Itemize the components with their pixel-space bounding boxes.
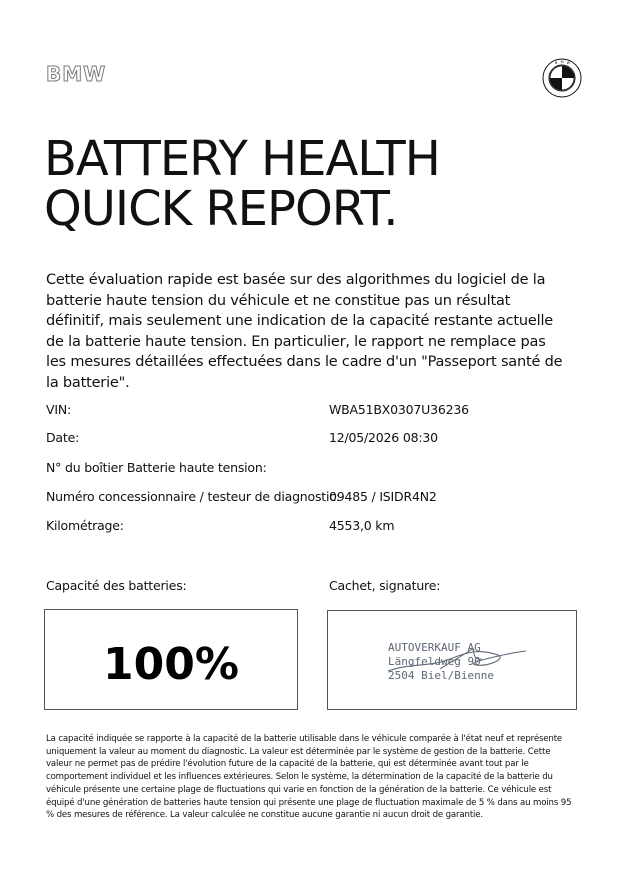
vin-value: WBA51BX0307U36236 — [329, 402, 469, 417]
svg-text:W: W — [566, 61, 571, 66]
svg-text:M: M — [560, 60, 564, 65]
date-value: 12/05/2026 08:30 — [329, 430, 438, 445]
bmw-roundel-icon — [542, 58, 582, 98]
report-title-line-2: QUICK REPORT. — [44, 181, 398, 237]
dealer-row — [46, 489, 586, 509]
capacity-box — [44, 609, 298, 710]
handwritten-signature — [380, 641, 530, 681]
svg-text:B: B — [555, 61, 558, 66]
hv-box-label: N° du boîtier Batterie haute tension: — [46, 460, 267, 475]
mileage-label: Kilométrage: — [46, 518, 124, 533]
mileage-row — [46, 518, 586, 538]
hv-box-row — [46, 460, 586, 480]
report-title-line-1: BATTERY HEALTH — [44, 131, 440, 187]
dealer-value: 09485 / ISIDR4N2 — [329, 489, 437, 504]
capacity-value: 100% — [103, 639, 239, 690]
vin-label: VIN: — [46, 402, 71, 417]
disclaimer-footnote: La capacité indiquée se rapporte à la capacité de la batterie utilisable dans le véhicule comparée à l'état neuf et représente uniquement la valeur au moment du diagnostic. La valeur est déterminée par le système de gestion de la batterie. Cette valeur ne permet pas de prédire l'évolution future de la capacité de la batterie, qui est déterminée avant tout par le comportement individuel et les influences extérieures. Selon le système, la détermination de la capacité de la batterie du véhicule présente une certaine plage de fluctuations qui varie en fonction de la génération de la batterie. Ce véhicule est équipé d'une génération de batteries haute tension qui présente une plage de fluctuation maximale de 5 % dans au moins 95 % des mesures de référence. La valeur calculée ne constitue aucune garantie ni aucun droit de garantie. — [46, 734, 572, 821]
vin-row — [46, 402, 586, 422]
report-title — [44, 131, 440, 237]
date-label: Date: — [46, 430, 80, 445]
capacity-label: Capacité des batteries: — [46, 578, 187, 593]
stamp-label: Cachet, signature: — [329, 578, 441, 593]
brand-wordmark: BMW — [46, 62, 107, 86]
mileage-value: 4553,0 km — [329, 518, 395, 533]
intro-paragraph-container — [46, 270, 566, 391]
stamp-line-2: Längfeldweg 90 — [388, 655, 481, 668]
dealer-label: Numéro concessionnaire / testeur de diagnostic: — [46, 489, 340, 504]
date-row — [46, 430, 586, 450]
intro-paragraph: Cette évaluation rapide est basée sur des algorithmes du logiciel de la batterie haute tension du véhicule et ne constitue pas un résultat définitif, mais seulement une indication de la capacité restante actuelle de la batterie haute tension. En particulier, le rapport ne remplace pas les mesures détaillées effectuées dans le cadre d'un "Passeport santé de la batterie". — [46, 272, 563, 391]
stamp-box — [327, 610, 577, 710]
stamp-line-1: AUTOVERKAUF AG — [388, 641, 481, 654]
stamp-line-3: 2504 Biel/Bienne — [388, 669, 494, 682]
